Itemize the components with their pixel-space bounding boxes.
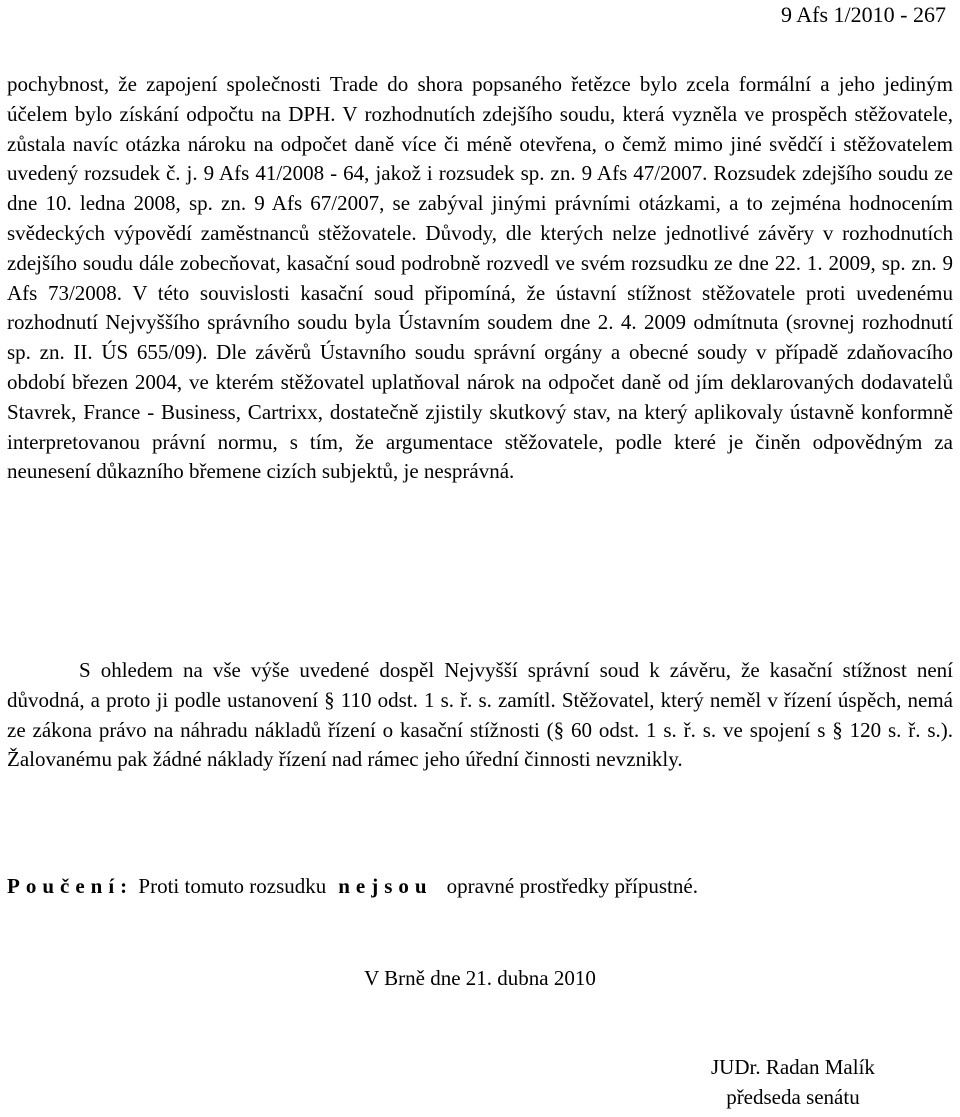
reasoning-paragraph: pochybnost, že zapojení společnosti Trade do shora popsaného řetězce bylo zcela formální a jeho jediným účelem bylo získání odpočtu na DPH. V rozhodnutích zdejšího soudu, která vyzněla ve prospěch stěžovatele, zůstala navíc otázka nároku na odpočet daně více či méně otevřena, o čemž mimo jiné svědčí i stěžovatelem uvedený rozsudek č. j. 9 Afs 41/2008 - 64, jakož i rozsudek sp. zn. 9 Afs 47/2007. Rozsudek zdejšího soudu ze dne 10. ledna 2008, sp. zn. 9 Afs 67/2007, se zabýval jinými právními otázkami, a to zejména hodnocením svědeckých výpovědí zaměstnanců stěžovatele. Důvody, dle kterých nelze jednotlivé závěry v rozhodnutích zdejšího soudu dále zobecňovat, kasační soud podrobně rozvedl ve svém rozsudku ze dne 22. 1. 2009, sp. zn. 9 Afs 73/2008. V této souvislosti kasační soud připomíná, že ústavní stížnost stěžovatele proti uvedenému rozhodnutí Nejvyššího správního soudu byla Ústavním soudem dne 2. 4. 2009 odmítnuta (srovnej rozhodnutí sp. zn. II. ÚS 655/09). Dle závěrů Ústavního soudu správní orgány a obecné soudy v případě zdaňovacího období březen 2004, ve kterém stěžovatel uplatňoval nárok na odpočet daně od jím deklarovaných dodavatelů Stavrek, France - Business, Cartrixx, dostatečně zjistily skutkový stav, na který aplikovaly ústavně konformně interpretovanou právní normu, s tím, že argumentace stěžovatele, podle které je činěn odpovědným za neunesení důkazního břemene cizích subjektů, je nesprávná. (7, 72, 953, 484)
signatory-title: předseda senátu (726, 1085, 860, 1109)
conclusion-paragraph: S ohledem na vše výše uvedené dospěl Nejvyšší správní soud k závěru, že kasační stížnost není důvodná, a proto ji podle ustanovení § 110 odst. 1 s. ř. s. zamítl. Stěžovatel, který neměl v řízení úspěch, nemá ze zákona právo na náhradu nákladů řízení o kasační stížnosti (§ 60 odst. 1 s. ř. s. ve spojení s § 120 s. ř. s.). Žalovanému pak žádné náklady řízení nad rámec jeho úřední činnosti nevznikly. (7, 658, 953, 772)
legal-instruction (7, 872, 698, 900)
instruction-text-before: Proti tomuto rozsudku (138, 874, 327, 898)
case-reference: 9 Afs 1/2010 - 267 (781, 2, 946, 27)
place-and-date: V Brně dne 21. dubna 2010 (364, 966, 596, 990)
signatory-name: JUDr. Radan Malík (711, 1055, 875, 1079)
instruction-emphasis: nejsou (338, 874, 433, 898)
signature-block (711, 1052, 875, 1112)
instruction-text-after: opravné prostředky přípustné. (446, 874, 698, 898)
instruction-label: Poučení: (7, 874, 134, 898)
